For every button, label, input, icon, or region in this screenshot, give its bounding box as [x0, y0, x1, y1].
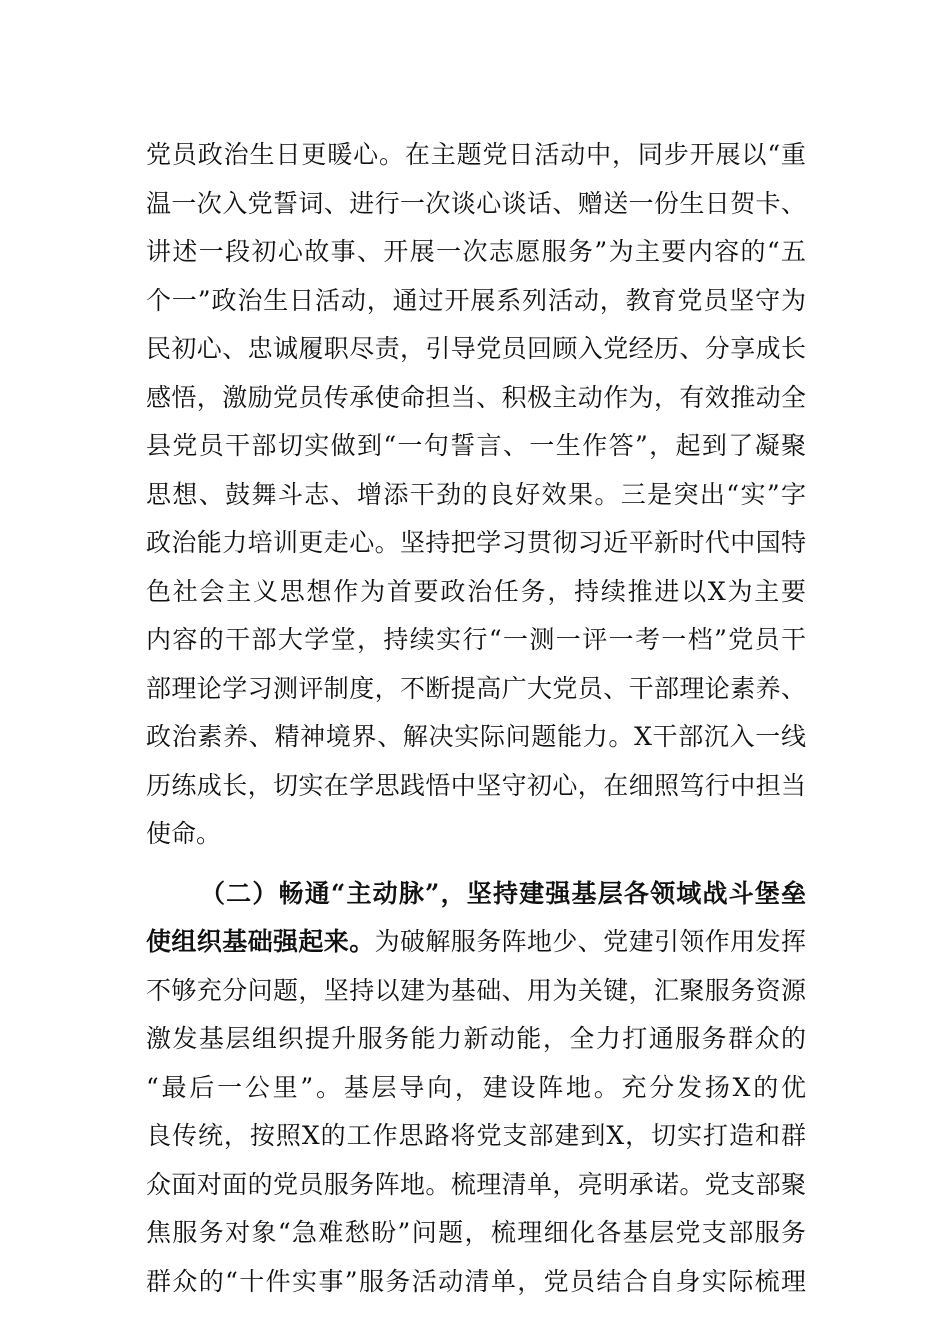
- text-line: 良传统，按照X的工作思路将党支部建到X，切实打造和群: [146, 1121, 806, 1150]
- text-line: 内容的干部大学堂，持续实行“一测一评一考一档”党员干: [146, 625, 806, 654]
- paragraph-2: [146, 870, 806, 1307]
- text-line: 焦服务对象“急难愁盼”问题，梳理细化各基层党支部服务: [146, 1218, 806, 1247]
- text-line: 使命。: [146, 819, 222, 848]
- text-line: 民初心、忠诚履职尽责，引导党员回顾入党经历、分享成长: [146, 334, 806, 363]
- text-line: 个一”政治生日活动，通过开展系列活动，教育党员坚守为: [146, 285, 806, 315]
- text-line: “最后一公里”。基层导向，建设阵地。充分发扬X的优: [146, 1072, 806, 1102]
- section-heading: （二）畅通“主动脉”，坚持建强基层各领域战斗堡垒: [200, 878, 806, 908]
- text-line: 众面对面的党员服务阵地。梳理清单，亮明承诺。党支部聚: [146, 1169, 806, 1199]
- text-line: 政治能力培训更走心。坚持把学习贯彻习近平新时代中国特: [146, 528, 806, 557]
- text-line: 历练成长，切实在学思践悟中坚守初心，在细照笃行中担当: [146, 770, 806, 800]
- text-line: 思想、鼓舞斗志、增添干劲的良好效果。三是突出“实”字: [146, 479, 806, 509]
- text-line: 县党员干部切实做到“一句誓言、一生作答”，起到了凝聚: [146, 431, 806, 460]
- text-line: 温一次入党誓词、进行一次谈心谈话、赠送一份生日贺卡、: [146, 188, 806, 218]
- document-body: [146, 131, 806, 1306]
- text-line: 不够充分问题，坚持以建为基础、用为关键，汇聚服务资源: [146, 975, 806, 1005]
- text-line: 感悟，激励党员传承使命担当、积极主动作为，有效推动全: [146, 382, 806, 412]
- text-line: 激发基层组织提升服务能力新动能，全力打通服务群众的: [146, 1024, 806, 1053]
- section-heading-continued: 使组织基础强起来。: [146, 927, 375, 956]
- text-line: 群众的“十件实事”服务活动清单，党员结合自身实际梳理: [146, 1266, 806, 1296]
- text-line: 党员政治生日更暖心。在主题党日活动中，同步开展以“重: [146, 140, 806, 169]
- text-segment: 为破解服务阵地少、党建引领作用发挥: [374, 927, 806, 956]
- paragraph-gap: [146, 859, 806, 870]
- text-line: 讲述一段初心故事、开展一次志愿服务”为主要内容的“五: [146, 237, 806, 266]
- text-line: 色社会主义思想作为首要政治任务，持续推进以X为主要: [146, 576, 806, 606]
- paragraph-1: [146, 131, 806, 859]
- text-line: 政治素养、精神境界、解决实际问题能力。X干部沉入一线: [146, 722, 806, 751]
- text-line: [146, 918, 806, 967]
- text-line: 部理论学习测评制度，不断提高广大党员、干部理论素养、: [146, 673, 806, 703]
